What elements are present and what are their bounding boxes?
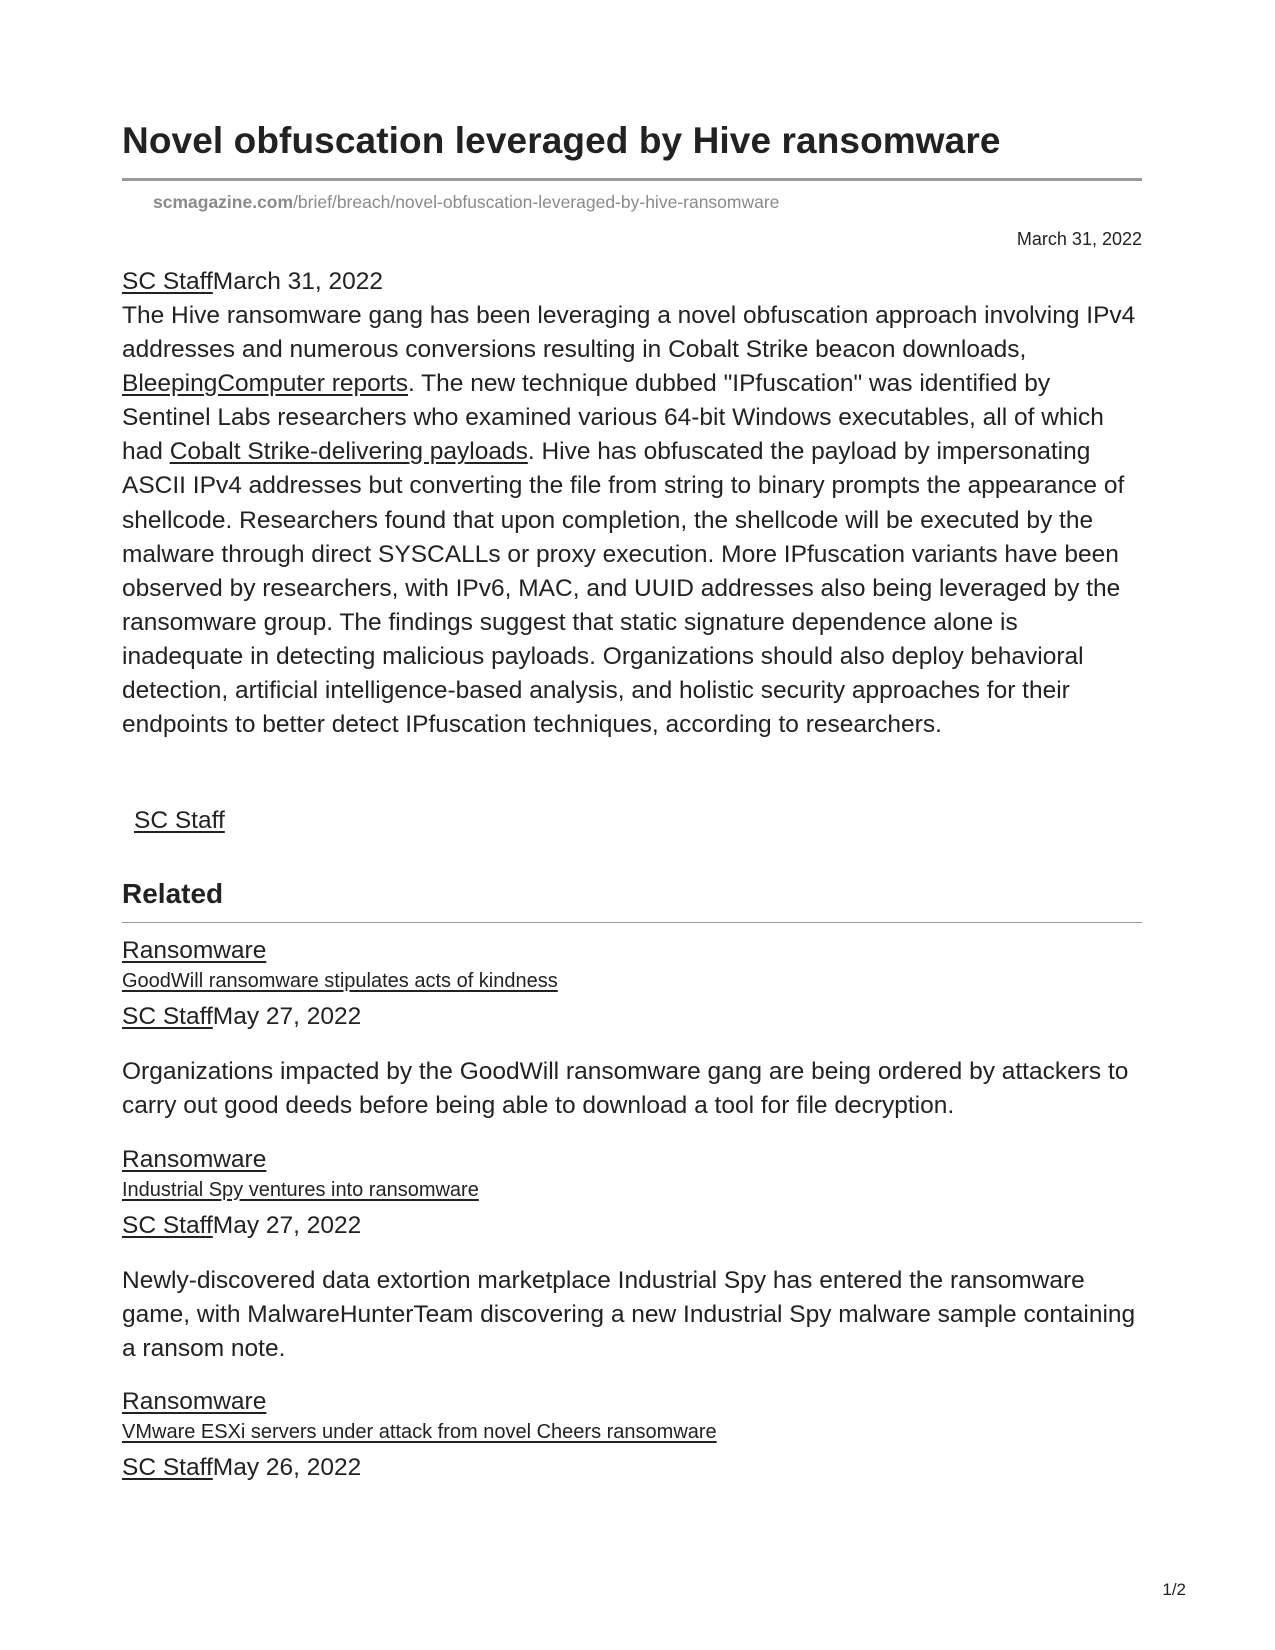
related-item [122, 1144, 1142, 1367]
author-link[interactable]: SC Staff [122, 268, 213, 295]
author-block-link[interactable]: SC Staff [134, 807, 225, 835]
related-heading: Related [122, 878, 224, 910]
cobalt-strike-payloads-link[interactable]: Cobalt Strike-delivering payloads [169, 438, 528, 466]
related-category-link[interactable]: Ransomware [122, 937, 267, 965]
related-title-link[interactable]: Industrial Spy ventures into ransomware [122, 1178, 479, 1201]
related-author-link[interactable]: SC Staff [122, 1454, 213, 1482]
related-byline [122, 1452, 1142, 1484]
article-byline [122, 265, 1142, 299]
source-domain: scmagazine.com [153, 192, 294, 212]
related-title-link[interactable]: VMware ESXi servers under attack from novel Cheers ransomware [122, 1421, 717, 1444]
related-item [122, 935, 1142, 1123]
body-text-3: . Hive has obfuscated the payload by impersonating ASCII IPv4 addresses but converting the file from string to binary prompts the appearance of shellcode. Researchers found that upon completion, the shellcode will be executed by the malware through direct SYSCALLs or proxy execution. More IPfuscation variants have been observed by researchers, with IPv6, MAC, and UUID addresses also being leveraged by the ransomware group. The findings suggest that static signature dependence alone is inadequate in detecting malicious payloads. Organizations should also deploy behavioral detection, artificial intelligence-based analysis, and holistic security approaches for their endpoints to better detect IPfuscation techniques, according to researchers. [122, 438, 1125, 739]
related-category-link[interactable]: Ransomware [122, 1388, 267, 1416]
related-item [122, 1386, 1142, 1484]
related-author-link[interactable]: SC Staff [122, 1211, 213, 1239]
source-url [153, 191, 1142, 213]
body-text-2: . The new technique dubbed "IPfuscation" was identified by Sentinel Labs researchers who examined various 64-bit Windows executables, all of which had [122, 370, 1104, 466]
article-page [122, 118, 1142, 1484]
related-date: May 26, 2022 [212, 1454, 362, 1482]
article-body [122, 299, 1142, 742]
related-summary: Organizations impacted by the GoodWill ransomware gang are being ordered by attackers to carry out good deeds before being able to download a tool for file decryption. [122, 1058, 1129, 1120]
page-number: 1/2 [1162, 1580, 1186, 1599]
related-byline [122, 1001, 1142, 1033]
related-byline [122, 1210, 1142, 1242]
title-divider [122, 178, 1142, 181]
bleepingcomputer-link[interactable]: BleepingComputer reports [122, 370, 408, 398]
related-author-link[interactable]: SC Staff [122, 1003, 213, 1031]
source-path: /brief/breach/novel-obfuscation-leveraged-by-hive-ransomware [293, 192, 780, 212]
author-block [134, 804, 1142, 838]
article-title: Novel obfuscation leveraged by Hive ransomware [122, 120, 1001, 161]
related-date: May 27, 2022 [212, 1003, 362, 1031]
related-summary: Newly-discovered data extortion marketplace Industrial Spy has entered the ransomware game, with MalwareHunterTeam discovering a new Industrial Spy malware sample containing a ransom note. [122, 1266, 1136, 1363]
related-category-link[interactable]: Ransomware [122, 1145, 267, 1173]
related-date: May 27, 2022 [212, 1211, 362, 1239]
byline-date: March 31, 2022 [212, 268, 384, 295]
related-divider [122, 922, 1142, 923]
body-text-1: The Hive ransomware gang has been leveraging a novel obfuscation approach involving IPv4 addresses and numerous conversions resulting in Cobalt Strike beacon downloads, [122, 302, 1136, 364]
related-title-link[interactable]: GoodWill ransomware stipulates acts of kindness [122, 970, 558, 993]
header-date: March 31, 2022 [1016, 229, 1142, 249]
